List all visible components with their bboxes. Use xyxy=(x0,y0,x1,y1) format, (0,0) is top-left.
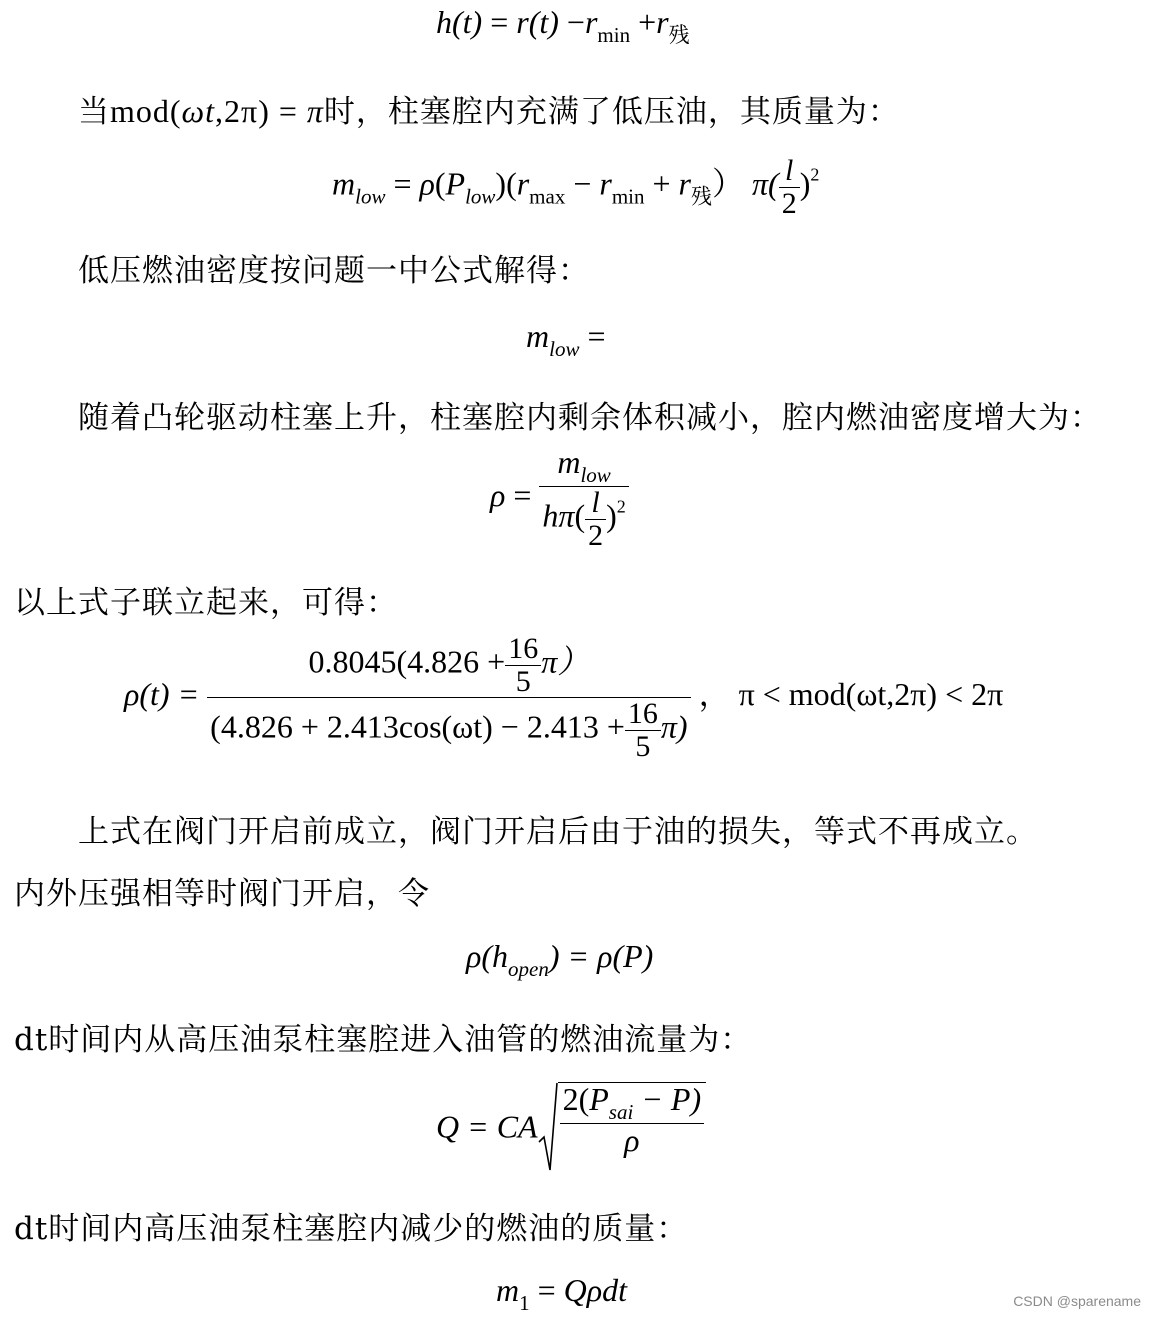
superscript: 2 xyxy=(616,496,626,517)
eq-term: r xyxy=(656,4,669,40)
numerator xyxy=(207,633,690,697)
subscript: min xyxy=(597,23,631,47)
math-run: π xyxy=(306,93,324,129)
eq-term: ρ xyxy=(490,476,506,513)
equation-valve-open xyxy=(466,938,653,982)
subscript: 1 xyxy=(519,1291,530,1315)
eq-term: 2( xyxy=(562,1081,590,1117)
numerator: l xyxy=(785,154,794,187)
eq-sign: ) xyxy=(606,497,617,534)
paragraph-2: 低压燃油密度按问题一中公式解得： xyxy=(78,253,590,289)
eq-term: ρ(t) = xyxy=(124,675,200,712)
eq-term: r xyxy=(516,165,530,202)
eq-term: m xyxy=(496,1272,520,1308)
superscript: 2 xyxy=(810,164,820,185)
subscript: low xyxy=(355,184,386,209)
equation-height xyxy=(436,4,690,49)
numerator: 16 xyxy=(508,632,539,665)
eq-term: h xyxy=(492,938,509,974)
eq-sign: ( xyxy=(434,165,446,202)
eq-term: (4.826 + 2.413cos(ωt) − 2.413 + xyxy=(210,708,625,745)
square-root xyxy=(538,1082,707,1172)
text-run: 当 xyxy=(78,94,110,130)
eq-sign: ) xyxy=(799,165,811,202)
fraction xyxy=(505,633,541,697)
paragraph-6: 内外压强相等时阀门开启，令 xyxy=(14,876,430,912)
eq-term: r xyxy=(599,165,612,202)
eq-sign: ） xyxy=(712,165,745,202)
eq-term: ) = ρ(P) xyxy=(548,938,654,974)
denominator: 5 xyxy=(505,665,541,698)
math-run: mod( xyxy=(110,93,182,129)
numerator xyxy=(539,446,628,486)
equation-density-time xyxy=(124,633,1003,762)
eq-sign: = xyxy=(490,4,509,40)
denominator: 5 xyxy=(625,730,661,763)
eq-sign: = xyxy=(529,1272,564,1308)
paragraph-5: 上式在阀门开启前成立，阀门开启后由于油的损失，等式不再成立。 xyxy=(78,814,1038,850)
fraction xyxy=(585,487,606,551)
subscript: sai xyxy=(608,1100,634,1124)
paragraph-4: 以上式子联立起来，可得： xyxy=(14,585,398,621)
denominator: 2 xyxy=(585,519,606,552)
eq-term: ρ( xyxy=(466,938,493,974)
eq-sign: − xyxy=(565,165,600,202)
math-run: = xyxy=(269,93,307,129)
radicand xyxy=(558,1082,707,1172)
fraction xyxy=(539,446,628,551)
paragraph-1 xyxy=(78,86,900,131)
subscript: 残 xyxy=(668,23,690,47)
numerator xyxy=(560,1083,705,1123)
subscript: low xyxy=(580,463,611,487)
eq-term: ρ xyxy=(419,165,435,202)
text-run: 时，柱塞腔内充满了低压油，其质量为： xyxy=(323,94,900,130)
eq-term: Q = CA xyxy=(436,1108,538,1145)
eq-term: r(t) xyxy=(516,4,559,40)
eq-term: − P) xyxy=(633,1081,702,1117)
subscript: low xyxy=(465,184,496,209)
fraction xyxy=(560,1083,705,1158)
denominator xyxy=(207,697,690,762)
numerator: 16 xyxy=(627,697,658,730)
paragraph-3: 随着凸轮驱动柱塞上升，柱塞腔内剩余体积减小，腔内燃油密度增大为： xyxy=(78,400,1102,436)
paragraph-8: dt时间内高压油泵柱塞腔内减少的燃油的质量： xyxy=(14,1211,689,1247)
fraction xyxy=(779,155,800,219)
eq-term: m xyxy=(332,165,356,202)
denominator: ρ xyxy=(560,1123,705,1158)
eq-term: π) xyxy=(660,708,688,745)
math-run: ,2π xyxy=(215,93,259,129)
numerator: l xyxy=(591,486,600,520)
eq-term: hπ xyxy=(542,497,575,534)
equation-density xyxy=(490,446,629,551)
eq-term: m xyxy=(526,318,550,354)
fraction xyxy=(625,698,661,762)
eq-term: Qρdt xyxy=(563,1272,628,1308)
eq-term: h(t) xyxy=(436,4,483,40)
eq-term: π( xyxy=(752,165,779,202)
paragraph-7: dt时间内从高压油泵柱塞腔进入油管的燃油流量为： xyxy=(14,1022,753,1058)
fraction-main xyxy=(207,633,690,762)
eq-term: 0.8045(4.826 + xyxy=(308,643,506,680)
eq-sign: = xyxy=(505,476,540,513)
denominator xyxy=(539,486,628,551)
eq-sign: + xyxy=(644,165,679,202)
math-run: ωt xyxy=(181,93,216,129)
watermark: CSDN @sparename xyxy=(1013,1293,1141,1309)
eq-term: r xyxy=(584,4,598,40)
subscript: open xyxy=(508,957,549,981)
eq-term: P xyxy=(445,165,466,202)
equation-mass-low xyxy=(332,155,819,219)
eq-sign: ( xyxy=(574,497,586,534)
eq-term: m xyxy=(557,444,581,480)
equation-mass-loss xyxy=(496,1272,627,1316)
subscript: max xyxy=(529,184,566,209)
eq-term: π） xyxy=(541,643,590,680)
eq-sign: = xyxy=(579,318,606,354)
eq-sign: = xyxy=(385,165,420,202)
math-run: ) xyxy=(258,93,270,129)
eq-term: r xyxy=(678,165,691,202)
eq-sign: − xyxy=(566,4,585,40)
equation-flow xyxy=(436,1082,706,1172)
denominator: 2 xyxy=(779,187,800,220)
eq-sign: + xyxy=(638,4,657,40)
eq-term: P xyxy=(589,1081,609,1117)
subscript: low xyxy=(549,337,580,361)
subscript: min xyxy=(611,184,645,209)
radical-sign-icon xyxy=(538,1082,558,1172)
equation-mass-low-value xyxy=(526,318,606,362)
subscript: 残 xyxy=(691,184,712,209)
eq-sign: )( xyxy=(495,165,517,202)
eq-condition: ， π < mod(ωt,2π) < 2π xyxy=(698,675,1004,712)
